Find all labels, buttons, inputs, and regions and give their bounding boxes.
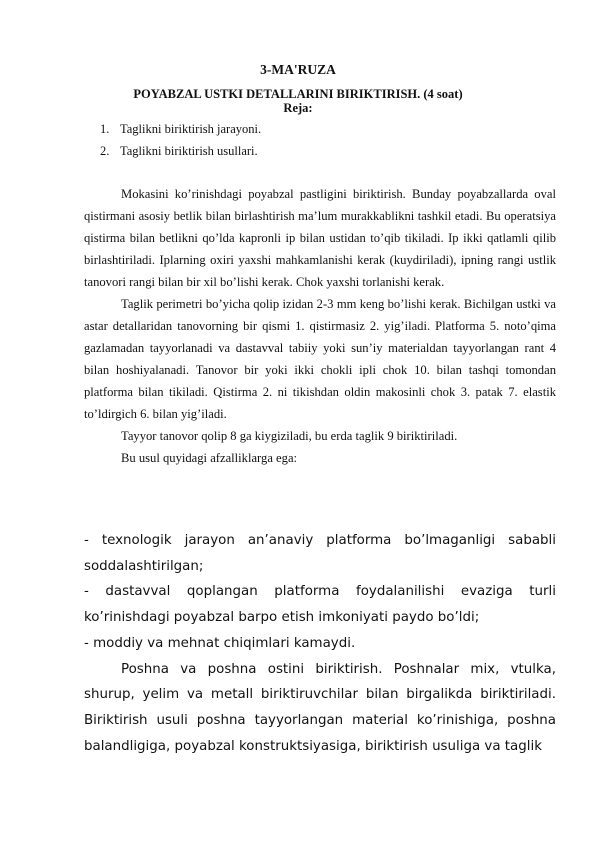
plan-item-text: Taglikni biriktirish usullari. — [120, 144, 258, 158]
advantage-item: - texnologik jarayon an’anaviy platforma bo’lmaganligi sababli soddalashtirilgan; — [84, 533, 556, 574]
paragraph: Tayyor tanovor qolip 8 ga kiygiziladi, bu erda taglik 9 biriktiriladi. — [121, 429, 458, 443]
plan-list — [100, 118, 261, 162]
advantage-item: - dastavval qoplangan platforma foydalanilishi evaziga turli ko’rinishdagi poyabzal barpo etish imkoniyati paydo bo’ldi; — [84, 584, 556, 626]
plan-item-number: 2. — [100, 144, 110, 158]
plan-item-text: Taglikni biriktirish jarayoni. — [120, 122, 262, 136]
plan-item — [100, 118, 261, 140]
paragraph: Bu usul quyidagi afzalliklarga ega: — [121, 451, 298, 465]
lecture-number: 3-MA'RUZA — [260, 62, 336, 77]
body-section-sans — [84, 528, 556, 759]
plan-item-number: 1. — [100, 122, 110, 136]
body-section-serif — [84, 183, 556, 469]
paragraph: Taglik perimetri bo’yicha qolip izidan 2-3 mm keng bo’lishi kerak. Bichilgan ustki va astar detallaridan tanovorning bir qismi 1. qistirmasiz 2. yig’iladi. Platforma 5. noto’qima gazlamadan tayyorlanadi va dastavval tabiiy yoki sun’iy materialdan tayyorlangan rant 4 bilan hoshiyalanadi. Tanovor bir yoki ikki chokli ipli chok 10. bilan tashqi tomondan platforma bilan tikiladi. Qistirma 2. ni tikishdan oldin makosinli chok 3. patak 7. elastik to’ldirgich 6. bilan yig’iladi. — [84, 297, 556, 421]
paragraph: Poshna va poshna ostini biriktirish. Poshnalar mix, vtulka, shurup, yelim va metall biriktiruvchilar bilan birgalikda biriktiriladi. Biriktirish usuli poshna tayyorlangan material ko’rinishiga, poshna balandligiga, poyabzal konstruktsiyasiga, biriktirish usuliga va taglik — [84, 661, 556, 754]
lecture-topic: POYABZAL USTKI DETALLARINI BIRIKTIRISH. (4 soat) — [133, 87, 463, 101]
plan-item — [100, 140, 261, 162]
advantage-item: - moddiy va mehnat chiqimlari kamaydi. — [84, 635, 356, 651]
paragraph: Mokasini ko’rinishdagi poyabzal pastligini biriktirish. Bunday poyabzallarda oval qistirmani asosiy betlik bilan birlashtirish ma’lum murakkablikni tashkil etadi. Bu operatsiya qistirma bilan betlikni qo’lda kapronli ip bilan ustidan to’qib tikiladi. Ip ikki qatlamli qilib birlashtiriladi. Iplarning oxiri yaxshi mahkamlanishi kerak (kuydiriladi), ipning rangi ustlik tanovori rangi bilan bir xil bo’lishi kerak. Chok yaxshi torlanishi kerak. — [84, 187, 556, 289]
plan-heading: Reja: — [283, 101, 313, 115]
